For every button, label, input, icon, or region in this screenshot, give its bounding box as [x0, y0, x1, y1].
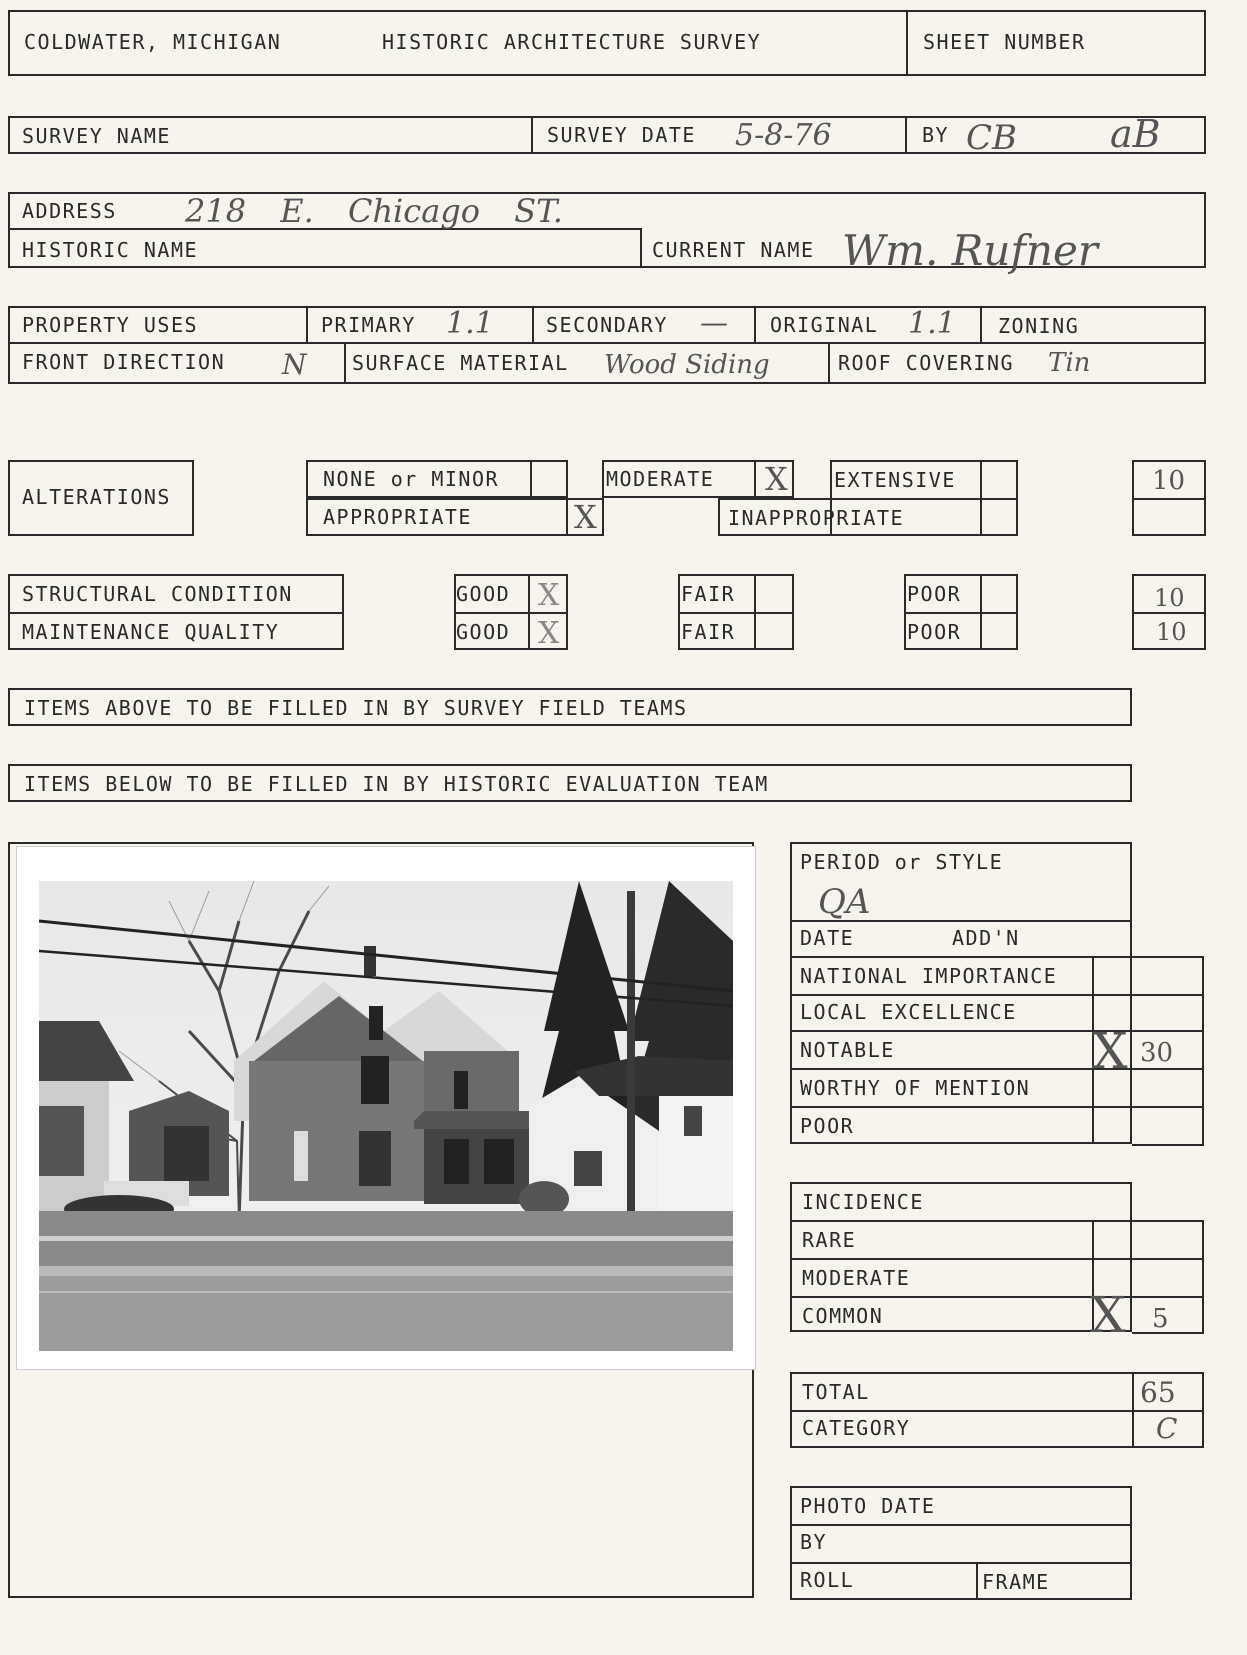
incidence-moderate-label: MODERATE: [802, 1266, 911, 1290]
poor-label-1: POOR: [907, 582, 962, 606]
fair-label-2: FAIR: [681, 620, 736, 644]
maintenance-label: MAINTENANCE QUALITY: [22, 620, 280, 644]
category-label: CATEGORY: [802, 1416, 911, 1440]
good-label-1: GOOD: [456, 582, 511, 606]
roof-covering-label: ROOF COVERING: [838, 351, 1015, 375]
rare-label: RARE: [802, 1228, 857, 1252]
secondary-label: SECONDARY: [546, 313, 668, 337]
address-value: 218 E. Chicago ST.: [185, 192, 563, 230]
sheet-number-label: SHEET NUMBER: [923, 30, 1086, 54]
poor-label-2: POOR: [907, 620, 962, 644]
primary-label: PRIMARY: [321, 313, 416, 337]
addn-label: ADD'N: [952, 926, 1020, 950]
period-value: QA: [818, 882, 871, 922]
structural-score: 10: [1154, 584, 1185, 612]
front-direction-value: N: [282, 348, 307, 381]
secondary-value: —: [700, 306, 728, 339]
historic-name-label: HISTORIC NAME: [22, 238, 199, 262]
maintenance-score: 10: [1156, 618, 1187, 646]
survey-date-label: SURVEY DATE: [547, 123, 696, 147]
original-value: 1.1: [908, 306, 956, 341]
alterations-label: ALTERATIONS: [22, 485, 171, 509]
roll-label: ROLL: [800, 1568, 855, 1592]
house-photograph: [16, 846, 756, 1370]
notable-mark: X: [1092, 1022, 1128, 1080]
date-label: DATE: [800, 926, 855, 950]
structural-label: STRUCTURAL CONDITION: [22, 582, 293, 606]
photo-date-label: PHOTO DATE: [800, 1494, 936, 1518]
initials: aB: [1110, 112, 1161, 156]
current-name-label: CURRENT NAME: [652, 238, 815, 262]
zoning-label: ZONING: [998, 314, 1080, 338]
total-label: TOTAL: [802, 1380, 870, 1404]
good-label-2: GOOD: [456, 620, 511, 644]
form-title: HISTORIC ARCHITECTURE SURVEY: [382, 30, 762, 54]
note-above: ITEMS ABOVE TO BE FILLED IN BY SURVEY FIELD TEAMS: [24, 696, 688, 720]
notable-score: 30: [1140, 1038, 1174, 1068]
surface-material-label: SURFACE MATERIAL: [352, 351, 569, 375]
house-photo-image: [39, 881, 733, 1351]
local-excellence-label: LOCAL EXCELLENCE: [800, 1000, 1017, 1024]
survey-name-label: SURVEY NAME: [22, 124, 171, 148]
photo-by-label: BY: [800, 1530, 828, 1554]
address-label: ADDRESS: [22, 199, 117, 223]
none-minor-label: NONE or MINOR: [323, 467, 500, 491]
maintenance-good-mark: X: [538, 616, 560, 651]
national-importance-label: NATIONAL IMPORTANCE: [800, 964, 1058, 988]
worthy-label: WORTHY OF MENTION: [800, 1076, 1031, 1100]
roof-covering-value: Tin: [1048, 348, 1091, 378]
common-mark: X: [1090, 1286, 1126, 1344]
incidence-label: INCIDENCE: [802, 1190, 924, 1214]
extensive-label: EXTENSIVE: [834, 468, 956, 492]
surface-material-value: Wood Siding: [604, 350, 770, 380]
notable-label: NOTABLE: [800, 1038, 895, 1062]
common-score: 5: [1152, 1304, 1169, 1334]
primary-value: 1.1: [446, 306, 494, 341]
common-label: COMMON: [802, 1304, 884, 1328]
structural-good-mark: X: [538, 578, 560, 613]
survey-date-value: 5-8-76: [735, 118, 832, 153]
frame-label: FRAME: [982, 1570, 1050, 1594]
by-label: BY: [922, 123, 950, 147]
current-name-value: Wm. Rufner: [842, 226, 1098, 275]
alterations-score: 10: [1152, 466, 1186, 496]
original-label: ORIGINAL: [770, 313, 879, 337]
moderate-mark: X: [765, 460, 788, 498]
inappropriate-label: INAPPROPRIATE: [728, 506, 905, 530]
category-value: C: [1156, 1412, 1178, 1445]
front-direction-label: FRONT DIRECTION: [22, 350, 226, 374]
city-label: COLDWATER, MICHIGAN: [24, 30, 282, 54]
property-uses-label: PROPERTY USES: [22, 313, 199, 337]
period-label: PERIOD or STYLE: [800, 850, 1004, 874]
moderate-label: MODERATE: [606, 467, 715, 491]
by-value: CB: [966, 118, 1017, 158]
note-below: ITEMS BELOW TO BE FILLED IN BY HISTORIC EVALUATION TEAM: [24, 772, 769, 796]
poor-eval-label: POOR: [800, 1114, 855, 1138]
appropriate-label: APPROPRIATE: [323, 505, 472, 529]
total-value: 65: [1140, 1376, 1176, 1409]
fair-label-1: FAIR: [681, 582, 736, 606]
appropriate-mark: X: [574, 498, 597, 536]
